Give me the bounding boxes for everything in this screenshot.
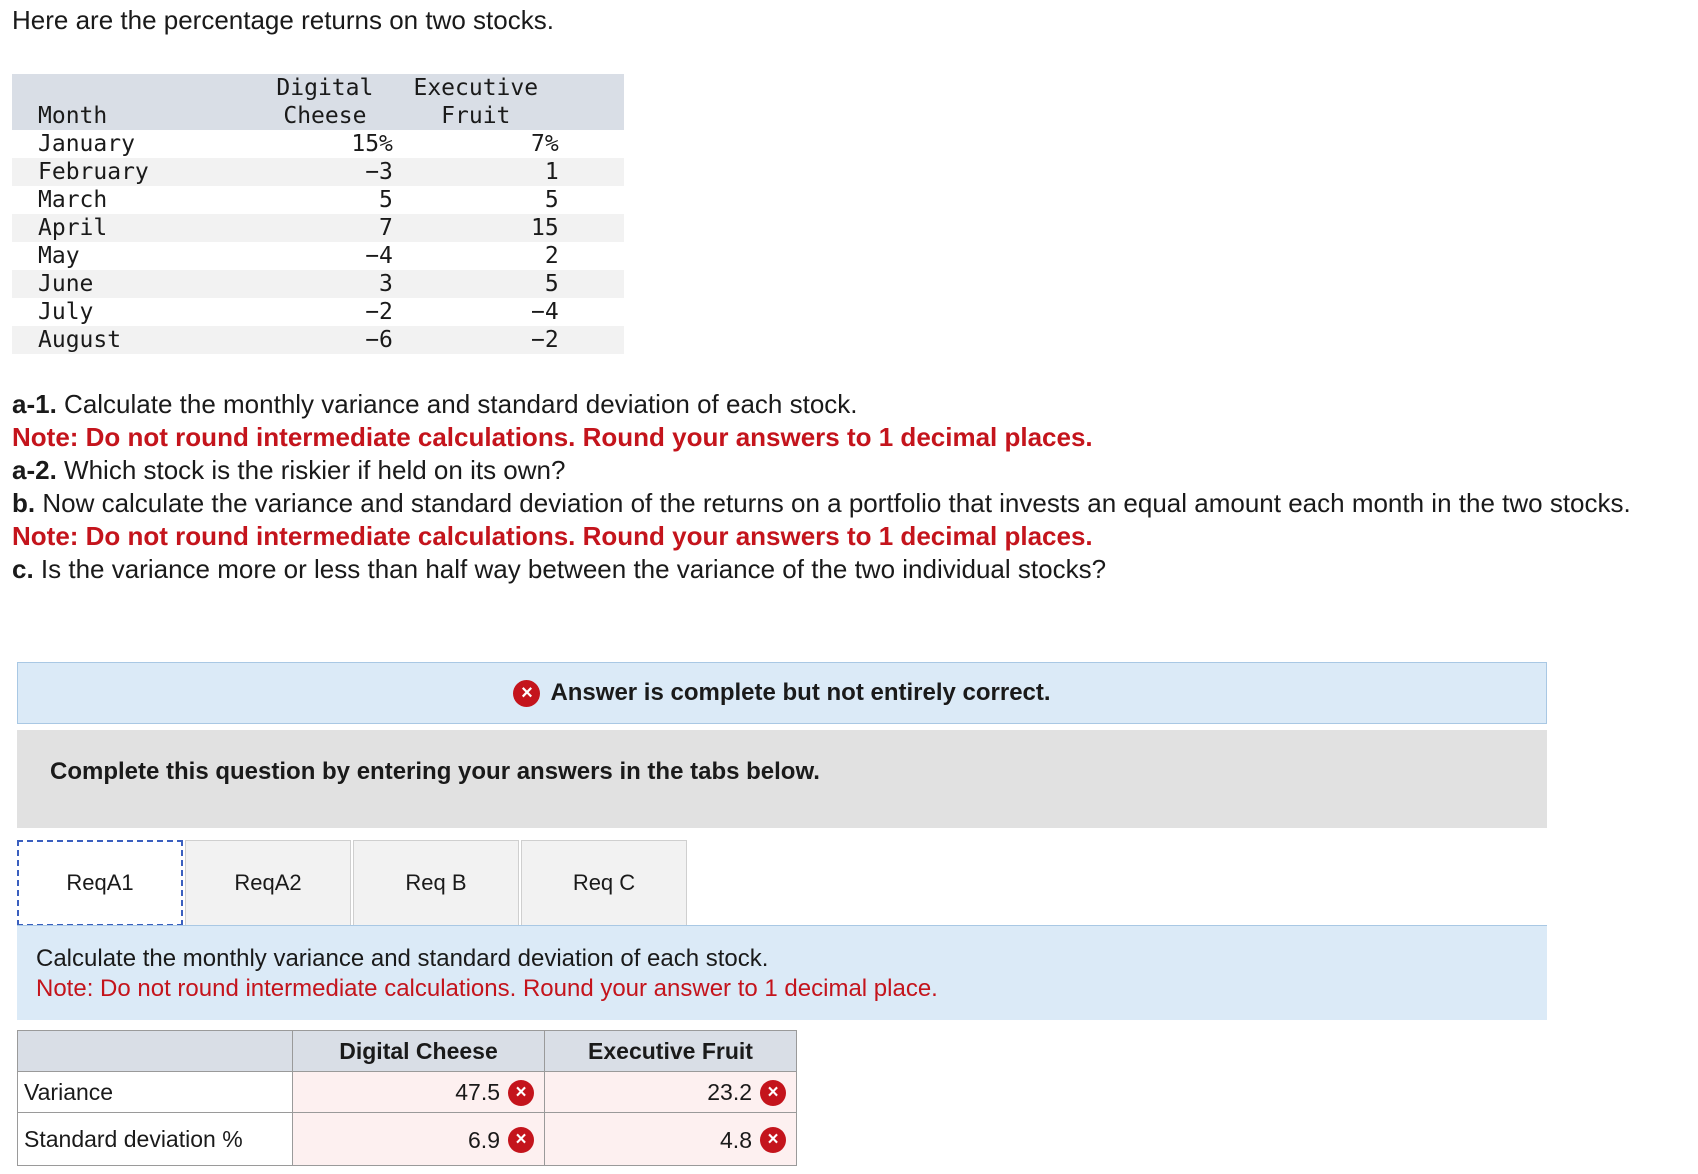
table-row [12, 298, 624, 326]
month-cell: February [12, 158, 257, 186]
row-label: Variance [18, 1072, 293, 1113]
question-text [12, 388, 1692, 586]
answer-header-digital-cheese: Digital Cheese [293, 1031, 545, 1072]
instruction-text: Complete this question by entering your answers in the tabs below. [50, 758, 820, 785]
answer-table-header [18, 1031, 797, 1072]
ef-cell: 7% [530, 131, 559, 157]
tab-reqb[interactable]: Req B [353, 840, 519, 926]
dc-cell: −6 [257, 326, 393, 354]
variance-ef-input[interactable] [545, 1072, 797, 1113]
dc-cell: 5 [379, 187, 393, 213]
header-pad [559, 74, 624, 130]
stddev-ef-input[interactable] [545, 1113, 797, 1166]
pad-cell [559, 158, 624, 186]
pad-cell [559, 186, 624, 214]
answer-table [17, 1030, 797, 1166]
row-label: Standard deviation % [18, 1113, 293, 1166]
variance-dc-input[interactable] [293, 1072, 545, 1113]
header-ef-line2: Fruit [441, 103, 511, 129]
dc-cell: 7 [257, 214, 393, 242]
tab-reqa2[interactable]: ReqA2 [185, 840, 351, 926]
tab-reqc[interactable]: Req C [521, 840, 687, 926]
ef-cell: −4 [530, 299, 559, 325]
pad-cell [559, 242, 624, 270]
stock-table-header [12, 74, 624, 130]
ef-cell: −2 [393, 326, 559, 354]
ef-cell: 15 [393, 214, 559, 242]
tab-reqa1[interactable]: ReqA1 [17, 840, 183, 926]
stddev-ef-value: 4.8 [720, 1126, 752, 1153]
month-cell: April [12, 214, 257, 242]
ef-cell: 1 [393, 158, 559, 186]
dc-cell: −4 [365, 243, 393, 269]
question-a2 [12, 454, 1692, 487]
header-dc-line1: Digital [276, 75, 374, 101]
pad-cell [559, 326, 624, 354]
text-b: Now calculate the variance and standard deviation of the returns on a portfolio that invests an equal amount each month in the two stocks. [35, 488, 1631, 518]
month-cell: June [12, 270, 257, 298]
month-cell: May [38, 243, 80, 269]
panel-text: Calculate the monthly variance and standard deviation of each stock. [36, 945, 769, 972]
variance-dc-value: 47.5 [455, 1079, 500, 1106]
ef-cell: 5 [544, 187, 559, 213]
header-month [12, 74, 257, 130]
stddev-dc-value: 6.9 [468, 1126, 500, 1153]
pad-cell [559, 298, 624, 326]
label-a1: a-1. [12, 389, 57, 419]
error-icon: × [513, 680, 540, 707]
text-c: Is the variance more or less than half way between the variance of the two individual stocks? [33, 554, 1107, 584]
dc-cell: 15% [351, 131, 393, 157]
stddev-dc-input[interactable] [293, 1113, 545, 1166]
incorrect-icon: × [508, 1127, 534, 1153]
dc-cell: −2 [365, 299, 393, 325]
header-executive-fruit [393, 74, 559, 130]
answer-status-text: Answer is complete but not entirely correct. [550, 679, 1051, 706]
dc-cell: −3 [257, 158, 393, 186]
pad-cell [559, 270, 624, 298]
note-b: Note: Do not round intermediate calculations. Round your answers to 1 decimal places. [12, 521, 1093, 551]
header-month-label: Month [38, 103, 108, 129]
pad-cell [559, 214, 624, 242]
stock-returns-table [12, 74, 624, 354]
question-a1 [12, 388, 1692, 421]
answer-header-blank [18, 1031, 293, 1072]
ef-cell: 5 [393, 270, 559, 298]
pad-cell [559, 130, 624, 158]
tab-panel-instructions [17, 926, 1547, 1020]
month-cell: March [38, 187, 108, 213]
table-row [12, 242, 624, 270]
month-cell: August [12, 326, 257, 354]
incorrect-icon: × [760, 1127, 786, 1153]
label-b: b. [12, 488, 36, 518]
variance-ef-value: 23.2 [707, 1079, 752, 1106]
label-a2: a-2. [12, 455, 57, 485]
text-a2: Which stock is the riskier if held on its own? [56, 455, 566, 485]
table-row [12, 186, 624, 214]
question-b [12, 487, 1692, 520]
header-dc-line2: Cheese [283, 103, 367, 129]
label-c: c. [12, 554, 34, 584]
incorrect-icon: × [760, 1080, 786, 1106]
panel-note: Note: Do not round intermediate calculations. Round your answer to 1 decimal place. [36, 975, 938, 1002]
incorrect-icon: × [508, 1080, 534, 1106]
intro-text: Here are the percentage returns on two stocks. [12, 5, 554, 35]
answer-row-variance [18, 1072, 797, 1113]
answer-row-std-dev [18, 1113, 797, 1166]
month-cell: January [38, 131, 135, 157]
answer-status-banner [17, 662, 1547, 724]
note-a1: Note: Do not round intermediate calculations. Round your answers to 1 decimal places. [12, 422, 1093, 452]
answer-header-executive-fruit: Executive Fruit [545, 1031, 797, 1072]
table-row [12, 158, 624, 186]
table-row [12, 130, 624, 158]
dc-cell: 3 [257, 270, 393, 298]
tab-bar [17, 840, 689, 926]
table-row [12, 326, 624, 354]
header-digital-cheese [257, 74, 393, 130]
question-c [12, 553, 1692, 586]
table-row [12, 270, 624, 298]
text-a1: Calculate the monthly variance and standard deviation of each stock. [56, 389, 858, 419]
ef-cell: 2 [544, 243, 559, 269]
table-row [12, 214, 624, 242]
instruction-box [17, 730, 1547, 828]
header-ef-line1: Executive [413, 75, 539, 101]
month-cell: July [38, 299, 94, 325]
